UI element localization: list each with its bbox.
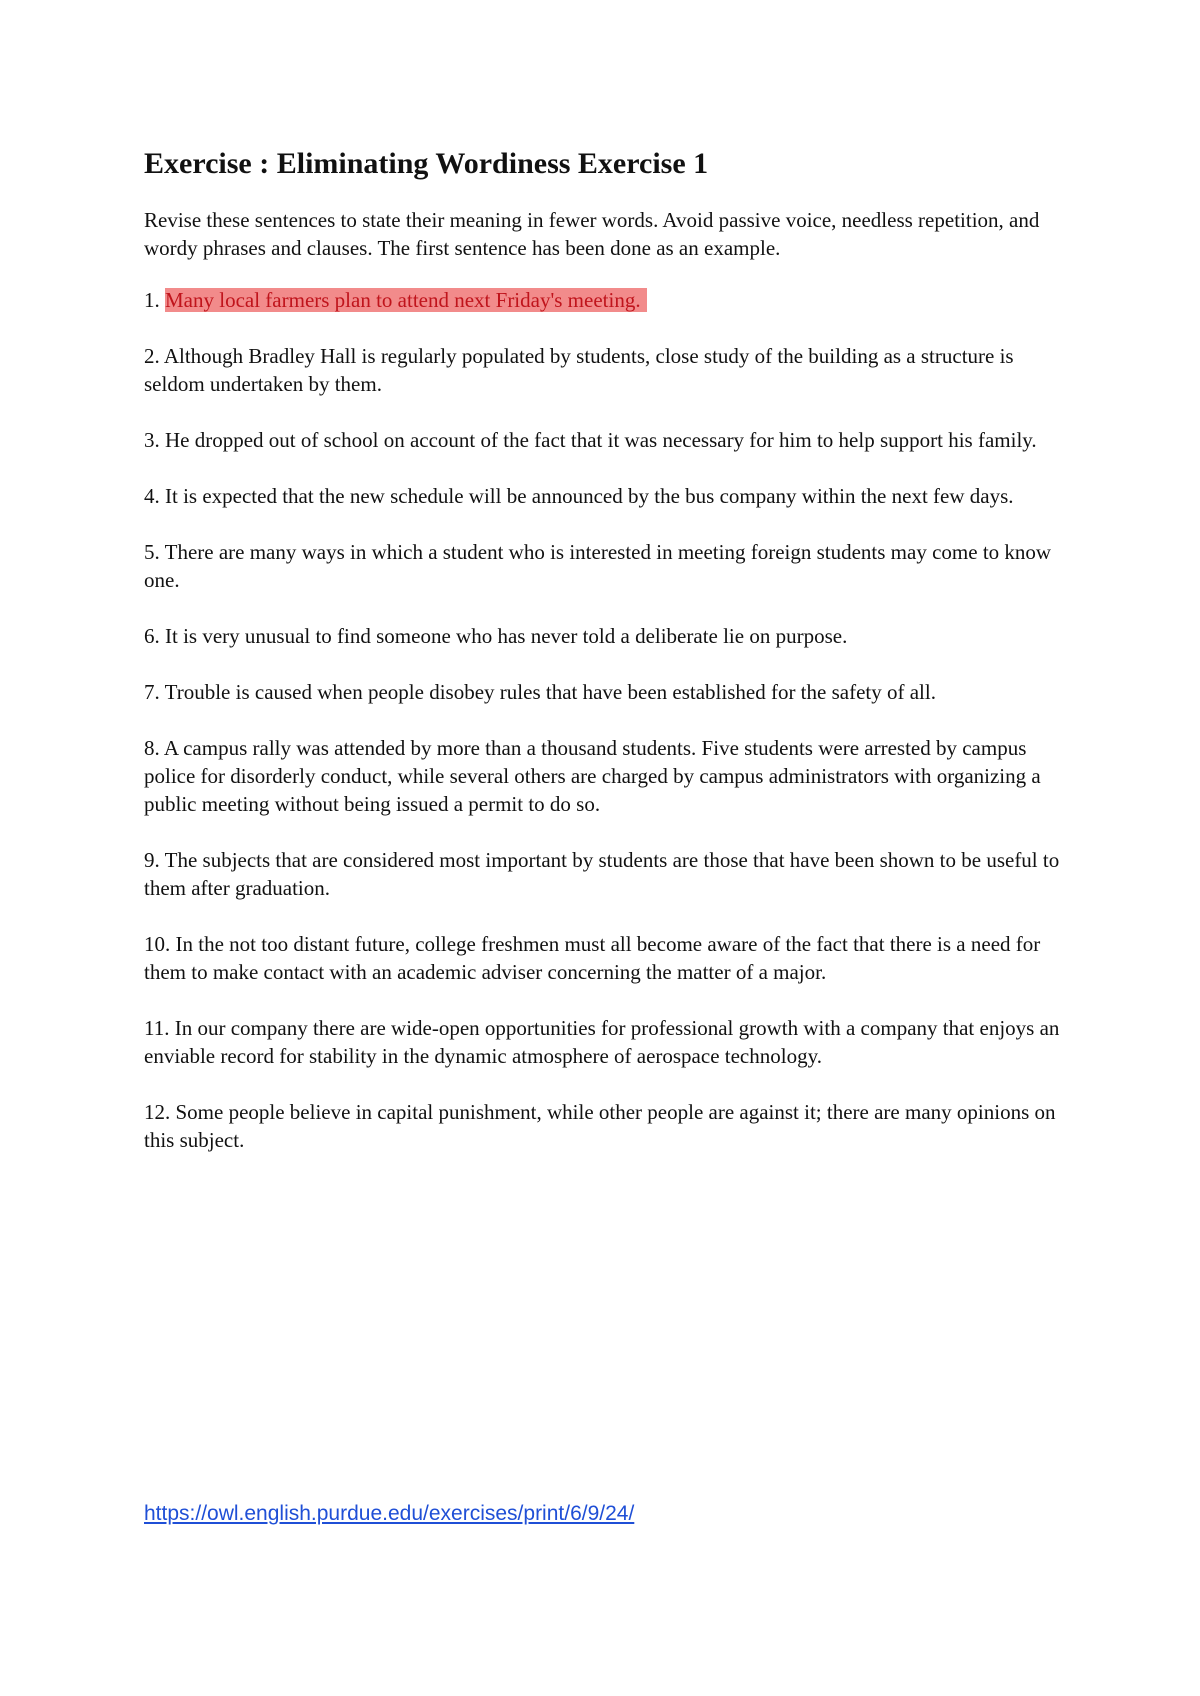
item-number: 4. xyxy=(144,484,160,508)
item-text: Some people believe in capital punishment, while other people are against it; there are many opinions on this subject. xyxy=(144,1100,1056,1152)
item-number: 11. xyxy=(144,1016,170,1040)
item-text: There are many ways in which a student who is interested in meeting foreign students may come to know one. xyxy=(144,540,1052,592)
item-text: Trouble is caused when people disobey rules that have been established for the safety of all. xyxy=(164,680,936,704)
item-text: It is very unusual to find someone who has never told a deliberate lie on purpose. xyxy=(165,624,848,648)
exercise-item-2 xyxy=(144,342,1074,398)
item-text: The subjects that are considered most important by students are those that have been shown to be useful to them after graduation. xyxy=(144,848,1060,900)
exercise-item-6 xyxy=(144,622,1074,650)
item-number: 3. xyxy=(144,428,160,452)
exercise-item-10 xyxy=(144,930,1074,986)
item-number: 6. xyxy=(144,624,160,648)
exercise-item-1 xyxy=(144,286,1074,314)
item-text: A campus rally was attended by more than a thousand students. Five students were arrested by campus police for disorderly conduct, while several others are charged by campus administrators with organizing a public meeting without being issued a permit to do so. xyxy=(144,736,1041,816)
item-number: 2. xyxy=(144,344,160,368)
item-text: In our company there are wide-open opportunities for professional growth with a company that enjoys an enviable record for stability in the dynamic atmosphere of aerospace technology. xyxy=(144,1016,1060,1068)
document-page xyxy=(144,130,1074,1182)
page-title: Exercise : Eliminating Wordiness Exercise 1 xyxy=(144,147,709,180)
item-number: 7. xyxy=(144,680,160,704)
item-number: 1. xyxy=(144,288,160,312)
exercise-item-4 xyxy=(144,482,1074,510)
item-text: In the not too distant future, college freshmen must all become aware of the fact that there is a need for them to make contact with an academic adviser concerning the matter of a major. xyxy=(144,932,1041,984)
item-number: 9. xyxy=(144,848,160,872)
highlighted-example-sentence: Many local farmers plan to attend next Friday's meeting. xyxy=(165,288,647,312)
exercise-item-3 xyxy=(144,426,1074,454)
exercise-item-11 xyxy=(144,1014,1074,1070)
exercise-item-12 xyxy=(144,1098,1074,1154)
exercise-item-8 xyxy=(144,734,1074,818)
item-number: 10. xyxy=(144,932,171,956)
source-url-link[interactable]: https://owl.english.purdue.edu/exercises/print/6/9/24/ xyxy=(144,1502,635,1525)
exercise-item-9 xyxy=(144,846,1074,902)
item-text: Although Bradley Hall is regularly populated by students, close study of the building as a structure is seldom undertaken by them. xyxy=(144,344,1014,396)
item-number: 8. xyxy=(144,736,160,760)
instructions-paragraph: Revise these sentences to state their meaning in fewer words. Avoid passive voice, needless repetition, and wordy phrases and clauses. The first sentence has been done as an example. xyxy=(144,208,1040,260)
item-text: It is expected that the new schedule will be announced by the bus company within the next few days. xyxy=(165,484,1014,508)
item-number: 5. xyxy=(144,540,160,564)
exercise-item-5 xyxy=(144,538,1074,594)
item-text: He dropped out of school on account of the fact that it was necessary for him to help support his family. xyxy=(165,428,1037,452)
item-number: 12. xyxy=(144,1100,171,1124)
exercise-item-7 xyxy=(144,678,1074,706)
